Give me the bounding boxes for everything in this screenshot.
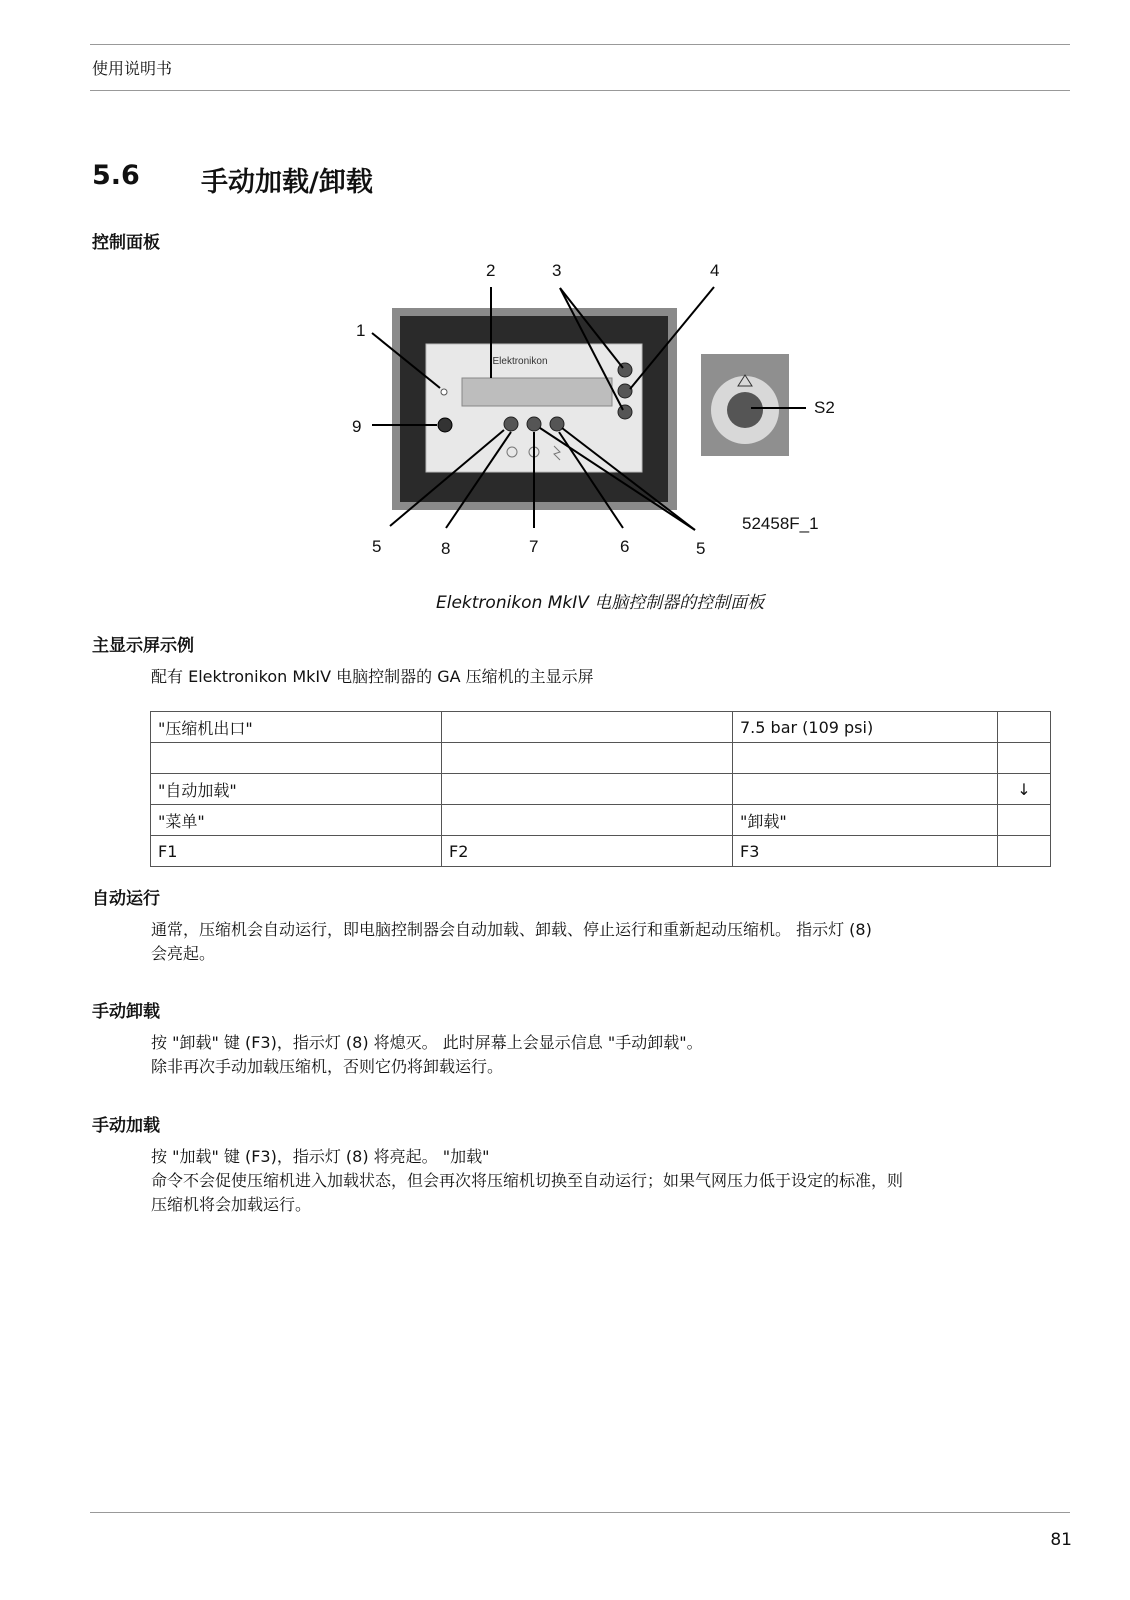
callout-7: 7	[529, 537, 539, 556]
manual-unload-line-2: 除非再次手动加载压缩机，否则它仍将卸载运行。	[151, 1057, 504, 1076]
table-cell: F1	[151, 836, 442, 867]
table-row	[151, 743, 1051, 774]
table-row	[151, 774, 1051, 805]
table-cell: 7.5 bar (109 psi)	[733, 712, 998, 743]
subheading-control-panel: 控制面板	[92, 233, 160, 253]
callout-9: 9	[352, 417, 362, 436]
manual-load-text	[151, 1145, 1061, 1217]
header-rule-top	[90, 44, 1070, 45]
manual-unload-line-1: 按 "卸载" 键 (F3)，指示灯 (8) 将熄灭。 此时屏幕上会显示信息 "手动卸载"。	[151, 1033, 703, 1052]
page-number: 81	[1050, 1530, 1072, 1550]
table-cell: "卸载"	[733, 805, 998, 836]
manual-load-line-1: 按 "加载" 键 (F3)，指示灯 (8) 将亮起。 "加载"	[151, 1147, 490, 1166]
table-cell	[733, 743, 998, 774]
f2-button	[527, 417, 541, 431]
table-cell	[442, 805, 733, 836]
manual-load-line-2: 命令不会促使压缩机进入加载状态，但会再次将压缩机切换至自动运行；如果气网压力低于设定的标准，则	[151, 1171, 904, 1190]
figure-code: 52458F_1	[742, 514, 819, 533]
subheading-manual-unload: 手动卸载	[92, 1002, 160, 1022]
callout-8: 8	[441, 539, 451, 558]
table-row	[151, 836, 1051, 867]
figure-caption: Elektronikon MkIV 电脑控制器的控制面板	[436, 593, 765, 613]
display-table	[150, 711, 1051, 867]
table-cell	[151, 743, 442, 774]
panel-brand-label: Elektronikon	[492, 356, 548, 367]
control-panel-figure	[340, 258, 860, 580]
tab-button	[618, 384, 632, 398]
panel-lcd	[462, 378, 612, 406]
callout-3: 3	[552, 261, 562, 280]
s2-label: S2	[814, 398, 835, 417]
section-title: 手动加载/卸载	[201, 167, 373, 198]
auto-run-text	[151, 918, 1061, 966]
table-cell: "压缩机出口"	[151, 712, 442, 743]
table-cell: F2	[442, 836, 733, 867]
s2-switch-button	[727, 392, 763, 428]
table-row	[151, 805, 1051, 836]
table-cell	[998, 743, 1051, 774]
header-title: 使用说明书	[92, 59, 173, 78]
table-cell	[998, 836, 1051, 867]
auto-run-line-1: 通常，压缩机会自动运行，即电脑控制器会自动加载、卸载、停止运行和重新起动压缩机。 指示灯 (8)	[151, 920, 872, 939]
table-cell: "自动加载"	[151, 774, 442, 805]
callout-4: 4	[710, 261, 720, 280]
indicator-light-1	[441, 389, 447, 395]
callout-2: 2	[486, 261, 496, 280]
table-cell	[998, 712, 1051, 743]
start-button-9	[438, 418, 452, 432]
callout-1: 1	[356, 321, 366, 340]
subheading-main-display: 主显示屏示例	[92, 636, 194, 656]
table-cell: F3	[733, 836, 998, 867]
f1-button	[504, 417, 518, 431]
subheading-manual-load: 手动加载	[92, 1116, 160, 1136]
table-cell: "菜单"	[151, 805, 442, 836]
down-arrow-icon: ↓	[998, 774, 1051, 805]
table-cell	[442, 712, 733, 743]
table-cell	[998, 805, 1051, 836]
footer-rule	[90, 1512, 1070, 1513]
header-rule-bottom	[90, 90, 1070, 91]
callout-6: 6	[620, 537, 630, 556]
table-cell	[442, 774, 733, 805]
table-cell	[442, 743, 733, 774]
callout-5-right: 5	[696, 539, 706, 558]
auto-run-line-2: 会亮起。	[151, 944, 216, 963]
manual-unload-text	[151, 1031, 1061, 1079]
manual-load-line-3: 压缩机将会加载运行。	[151, 1195, 312, 1214]
callout-5-left: 5	[372, 537, 382, 556]
subheading-auto-run: 自动运行	[92, 889, 160, 909]
section-number: 5.6	[92, 160, 140, 191]
table-row	[151, 712, 1051, 743]
display-intro: 配有 Elektronikon MkIV 电脑控制器的 GA 压缩机的主显示屏	[151, 667, 594, 686]
scroll-down-button	[618, 405, 632, 419]
table-cell	[733, 774, 998, 805]
